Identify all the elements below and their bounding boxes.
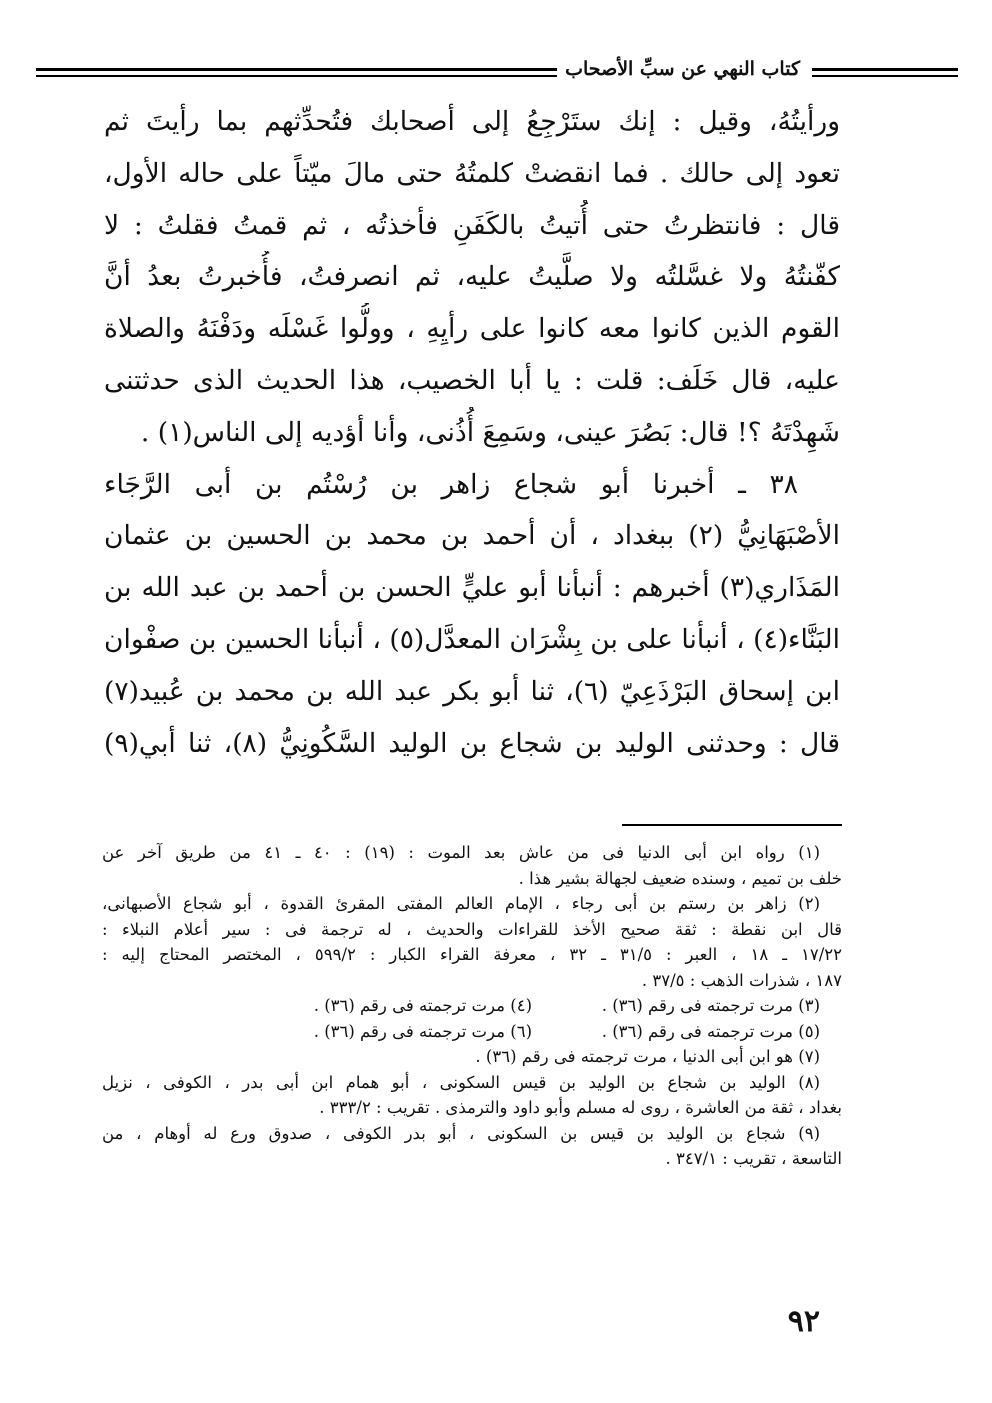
page-number: ٩٢ [787,1304,820,1339]
footnote-line: (٩) شجاع بن الوليد بن قيس بن السكونى ، أبو بدر الكوفى ، صدوق ورع له أوهام ، من [102,1123,820,1143]
text-line: ورأيتُهُ، وقيل : إنك ستَرْجِعُ إلى أصحابك فتُحدِّثهم بما رأيتَ ثم [104,106,840,137]
main-text [104,96,840,769]
header-rule [36,75,646,77]
header-rule [812,68,958,71]
text-line: شَهِدْتَهُ ؟! قال: بَصُرَ عينى، وسَمِعَ أُذُنى، وأنا أؤديه إلى الناس(١) . [140,416,840,448]
footnote-pair [102,1019,842,1045]
footnote-pair [102,993,842,1019]
footnote-line: (٧) هو ابن أبى الدنيا ، مرت ترجمته فى رقم (٣٦) . [475,1047,820,1066]
text-line: ٣٨ ـ أخبرنا أبو شجاع زاهر بن رُسْتُم بن أبى الرَّجَاء [104,468,798,500]
footnote-line: ١٨٧ ، شذرات الذهب : ٣٧/٥ . [641,970,842,990]
text-line: كفّنتُهُ ولا غسَّلتُه ولا صلَّيتُ عليه، ثم انصرفتُ، فأُخبرتُ بعدُ أنَّ [104,261,840,293]
footnote-item: (٣) مرت ترجمته فى رقم (٣٦) . [601,996,820,1015]
text-line: قال : فانتظرتُ حتى أُتيتُ بالكَفَنِ فأخذتُه ، ثم قمتُ فقلتُ : لا [104,209,840,241]
footnote-line: التاسعة ، تقريب : ٣٤٧/١ . [665,1149,842,1168]
text-line: قال : وحدثنى الوليد بن شجاع بن الوليد السَّكُونِيُّ (٨)، ثنا أبي(٩) [104,727,840,759]
footnote-line: خلف بن تميم ، وسنده ضعيف لجهالة بشير هذا . [518,868,842,888]
footnote-separator [622,824,842,826]
book-title: كتاب النهي عن سبِّ الأصحاب [557,58,808,80]
footnote-line: بغداد ، ثقة من العاشرة ، روى له مسلم وأبو داود والترمذى . تقريب : ٣٣٣/٢ . [319,1098,842,1117]
footnote-item: (٦) مرت ترجمته فى رقم (٣٦) . [313,1021,532,1041]
text-line: الأصْبَهَانِيُّ (٢) ببغداد ، أن أحمد بن محمد بن الحسين بن عثمان [104,520,840,552]
text-line: المَذَاري(٣) أخبرهم : أنبأنا أبو عليٍّ الحسن بن أحمد بن عبد الله بن [104,572,840,604]
header-rule [812,75,958,77]
text-line: ابن إسحاق البَرْذَعِيّ (٦)، ثنا أبو بكر عبد الله بن محمد بن عُبيد(٧) [104,675,840,707]
footnote-line: (٨) الوليد بن شجاع بن الوليد بن قيس السكونى ، أبو همام ابن أبى بدر ، الكوفى ، نزيل [102,1072,820,1092]
text-line: تعود إلى حالك . فما انقضتْ كلمتُهُ حتى مالَ ميّتاً على حاله الأول، [104,157,840,189]
footnote-item: (٤) مرت ترجمته فى رقم (٣٦) . [313,996,532,1015]
footnote-item: (٥) مرت ترجمته فى رقم (٣٦) . [601,1021,820,1041]
footnote-line: (٢) زاهر بن رستم بن أبى رجاء ، الإمام العالم المفتى المقرئ القدوة ، أبو شجاع الأصبهانى، [102,894,820,913]
header-rule [36,68,646,71]
running-header [36,48,958,88]
footnote-line: قال ابن نقطة : ثقة صحيح الأخذ للقراءات والحديث ، له ترجمة فى : سير أعلام النبلاء : [102,919,842,939]
text-line: البَنَّاء(٤) ، أنبأنا على بن بِشْرَان المعدَّل(٥) ، أنبأنا الحسين بن صفْوان [104,623,840,655]
footnote-line: (١) رواه ابن أبى الدنيا فى من عاش بعد الموت : (١٩) : ٤٠ ـ ٤١ من طريق آخر عن [102,843,820,862]
footnote-line: ١٧/٢٢ ـ ١٨ ، العبر : ٣١/٥ ـ ٣٢ ، معرفة القراء الكبار : ٥٩٩/٢ ، المختصر المحتاج إليه : [102,945,842,964]
text-line: عليه، قال خَلَف: قلت : يا أبا الخصيب، هذا الحديث الذى حدثتنى [104,364,840,396]
footnotes [102,840,842,1172]
text-line: القوم الذين كانوا معه كانوا على رأيِهِ ، وولُّوا غَسْلَه ودَفْنَهُ والصلاة [104,313,840,345]
